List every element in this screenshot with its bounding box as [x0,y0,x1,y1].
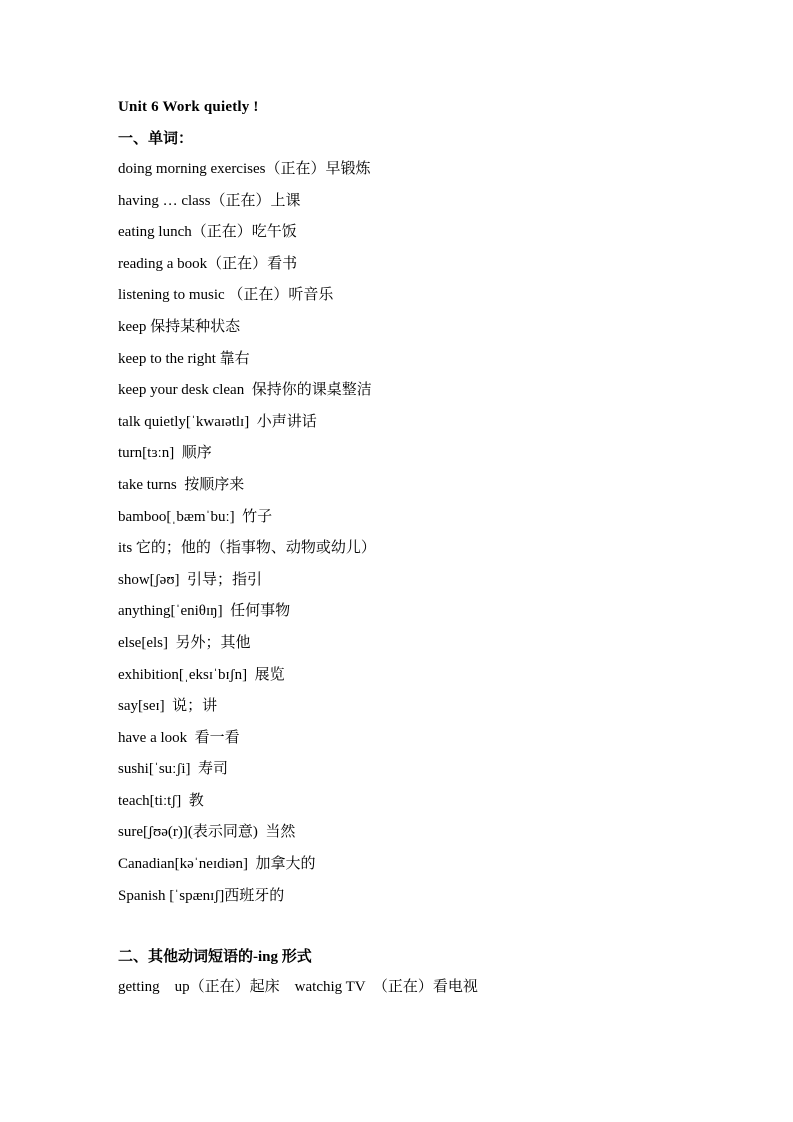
word-list-item: exhibition[ˌeksɪˈbɪʃn] 展览 [118,666,285,683]
word-list-item: turn[tɜːn] 顺序 [118,445,212,462]
document-body [118,100,678,995]
word-list-item: else[els] 另外；其他 [118,634,251,651]
word-list-item: anything[ˈeniθɪŋ] 任何事物 [118,603,291,620]
word-list-item: keep your desk clean 保持你的课桌整洁 [118,382,372,399]
word-list-item: bamboo[ˌbæmˈbuː] 竹子 [118,508,273,525]
word-list-item: sushi[ˈsuːʃi] 寿司 [118,761,228,778]
word-list-item: show[ʃəʊ] 引导；指引 [118,571,263,588]
word-list-item: doing morning exercises（正在）早锻炼 [118,161,371,177]
word-list-item: listening to music （正在）听音乐 [118,287,334,304]
word-list [118,162,678,904]
word-list-item: keep to the right 靠右 [118,350,250,367]
word-list-item: say[seɪ] 说；讲 [118,698,218,715]
word-list-item: its 它的；他的（指事物、动物或幼儿） [118,540,376,557]
page-title: Unit 6 Work quietly ! [118,99,259,115]
ing-form-item: getting up（正在）起床 watchig TV （正在）看电视 [118,978,478,995]
section-heading-ing-forms: 二、其他动词短语的-ing 形式 [118,948,312,965]
word-list-item: take turns 按顺序来 [118,476,245,493]
word-list-item: sure[ʃʊə(r)](表示同意) 当然 [118,824,296,841]
section-heading-words: 一、单词： [118,131,194,147]
word-list-item: eating lunch（正在）吃午饭 [118,224,297,241]
word-list-item: teach[tiːtʃ] 教 [118,792,204,809]
word-list-item: Spanish [ˈspænɪʃ]西班牙的 [118,887,285,904]
ing-form-list [118,980,678,995]
word-list-item: keep 保持某种状态 [118,318,241,335]
word-list-item: reading a book（正在）看书 [118,255,298,272]
word-list-item: have a look 看一看 [118,729,240,746]
word-list-item: having … class（正在）上课 [118,192,301,209]
word-list-item: Canadian[kəˈneɪdiən] 加拿大的 [118,856,316,873]
word-list-item: talk quietly[ˈkwaɪətlɪ] 小声讲话 [118,413,317,430]
